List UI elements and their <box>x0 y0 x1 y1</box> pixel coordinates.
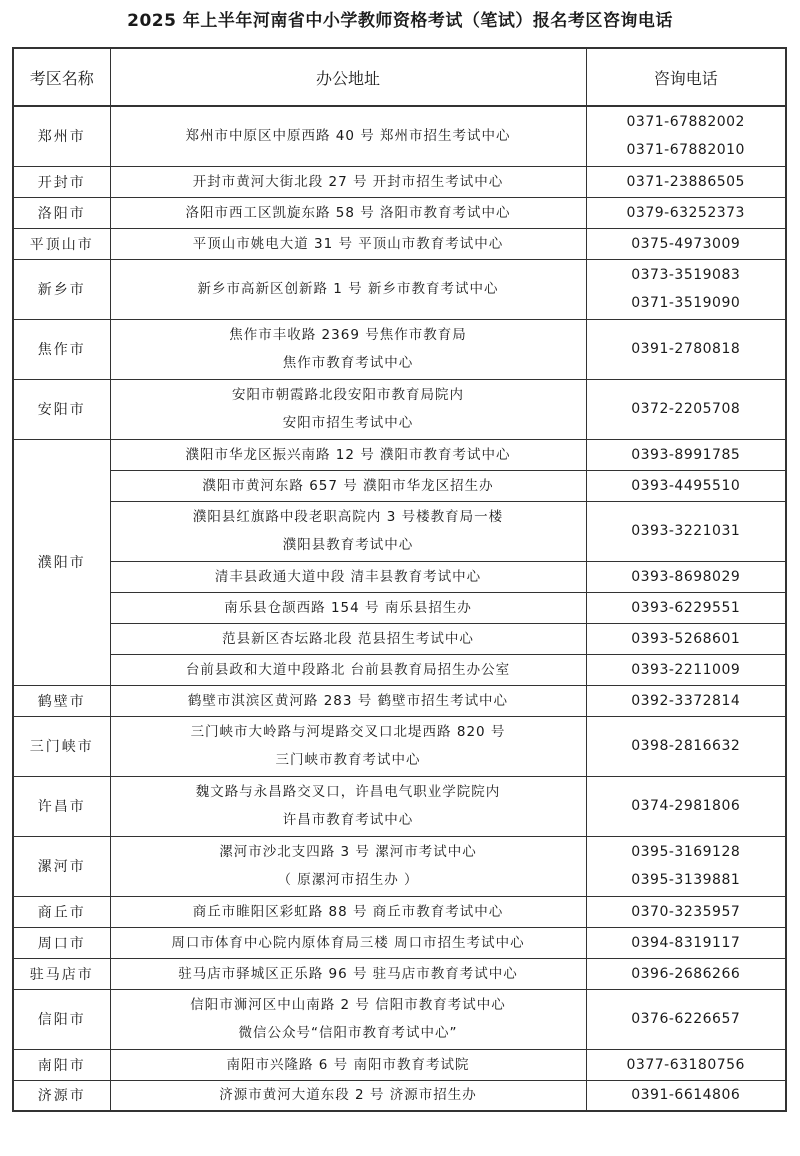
table-row <box>13 716 786 776</box>
district-name-cell: 商丘市 <box>13 896 110 927</box>
district-name-cell: 鹤壁市 <box>13 685 110 716</box>
table-row <box>13 958 786 989</box>
district-name-cell: 新乡市 <box>13 259 110 319</box>
district-name-cell: 许昌市 <box>13 776 110 836</box>
table-row <box>13 561 786 592</box>
table-row <box>13 623 786 654</box>
table-row <box>13 319 786 379</box>
phone-cell <box>586 776 786 836</box>
phone-cell <box>586 561 786 592</box>
address-line: 范县新区杏坛路北段 范县招生考试中心 <box>222 630 474 647</box>
address-line: 鹤壁市淇滨区黄河路 283 号 鹤壁市招生考试中心 <box>187 692 509 709</box>
office-address-cell <box>110 989 586 1049</box>
address-line: 济源市黄河大道东段 2 号 济源市招生办 <box>219 1087 477 1104</box>
header-phone: 咨询电话 <box>586 48 786 106</box>
address-line: 濮阳市华龙区振兴南路 12 号 濮阳市教育考试中心 <box>185 446 511 463</box>
table-row <box>13 776 786 836</box>
address-line: 郑州市中原区中原西路 40 号 郑州市招生考试中心 <box>185 128 511 145</box>
phone-cell <box>586 228 786 259</box>
phone-number: 0393-6229551 <box>631 599 741 616</box>
phone-number: 0371-67882002 <box>626 114 745 131</box>
table-row <box>13 836 786 896</box>
phone-number: 0395-3169128 <box>631 844 741 860</box>
office-address-cell <box>110 927 586 958</box>
address-line: 平顶山市姚电大道 31 号 平顶山市教育考试中心 <box>192 235 504 252</box>
phone-cell <box>586 654 786 685</box>
address-line: 新乡市高新区创新路 1 号 新乡市教育考试中心 <box>197 281 499 297</box>
office-address-cell <box>110 228 586 259</box>
table-row <box>13 470 786 501</box>
phone-cell <box>586 989 786 1049</box>
table-row <box>13 1049 786 1080</box>
phone-number: 0393-2211009 <box>631 661 741 678</box>
office-address-cell <box>110 592 586 623</box>
office-address-cell <box>110 685 586 716</box>
phone-number: 0376-6226657 <box>631 1011 741 1027</box>
phone-number: 0393-3221031 <box>631 523 741 539</box>
phone-cell <box>586 439 786 470</box>
address-line: 台前县政和大道中段路北 台前县教育局招生办公室 <box>185 661 511 678</box>
phone-number: 0370-3235957 <box>631 903 741 920</box>
office-address-cell <box>110 623 586 654</box>
phone-cell <box>586 501 786 561</box>
address-line: 濮阳县红旗路中段老职高院内 3 号楼教育局一楼 <box>192 509 504 525</box>
phone-cell <box>586 896 786 927</box>
table-row <box>13 228 786 259</box>
office-address-cell <box>110 561 586 592</box>
district-name-cell: 濮阳市 <box>13 439 110 685</box>
district-name-cell: 洛阳市 <box>13 197 110 228</box>
phone-number: 0377-63180756 <box>626 1056 745 1073</box>
phone-number: 0373-3519083 <box>631 267 741 283</box>
address-line: 洛阳市西工区凯旋东路 58 号 洛阳市教育考试中心 <box>185 204 511 221</box>
phone-cell <box>586 106 786 166</box>
phone-number: 0398-2816632 <box>631 738 741 754</box>
phone-number: 0395-3139881 <box>631 872 741 888</box>
table-row <box>13 166 786 197</box>
table-row <box>13 379 786 439</box>
address-line: 濮阳县教育考试中心 <box>282 537 414 553</box>
phone-cell <box>586 379 786 439</box>
address-line: 微信公众号“信阳市教育考试中心” <box>238 1025 458 1041</box>
phone-cell <box>586 592 786 623</box>
phone-number: 0374-2981806 <box>631 798 741 814</box>
address-line: 清丰县政通大道中段 清丰县教育考试中心 <box>214 568 482 585</box>
office-address-cell <box>110 896 586 927</box>
table-row <box>13 989 786 1049</box>
table-row <box>13 197 786 228</box>
table-row <box>13 685 786 716</box>
address-line: 漯河市沙北支四路 3 号 漯河市考试中心 <box>219 844 477 860</box>
office-address-cell <box>110 439 586 470</box>
phone-cell <box>586 836 786 896</box>
phone-number: 0393-5268601 <box>631 630 741 647</box>
address-line: 南乐县仓颉西路 154 号 南乐县招生办 <box>224 599 472 616</box>
header-row <box>13 48 786 106</box>
phone-number: 0394-8319117 <box>631 934 741 951</box>
district-name-cell: 三门峡市 <box>13 716 110 776</box>
office-address-cell <box>110 470 586 501</box>
address-line: 许昌市教育考试中心 <box>282 812 414 828</box>
address-line: 安阳市朝霞路北段安阳市教育局院内 <box>232 387 464 403</box>
phone-cell <box>586 685 786 716</box>
district-name-cell: 周口市 <box>13 927 110 958</box>
contact-table <box>12 47 787 1112</box>
office-address-cell <box>110 319 586 379</box>
phone-number: 0372-2205708 <box>631 401 741 417</box>
phone-cell <box>586 470 786 501</box>
district-name-cell: 郑州市 <box>13 106 110 166</box>
office-address-cell <box>110 501 586 561</box>
table-row <box>13 654 786 685</box>
address-line: 濮阳市黄河东路 657 号 濮阳市华龙区招生办 <box>202 477 494 494</box>
office-address-cell <box>110 1049 586 1080</box>
office-address-cell <box>110 958 586 989</box>
phone-cell <box>586 927 786 958</box>
address-line: 安阳市招生考试中心 <box>282 415 414 431</box>
phone-cell <box>586 197 786 228</box>
office-address-cell <box>110 259 586 319</box>
address-line: 焦作市丰收路 2369 号焦作市教育局 <box>229 327 467 343</box>
phone-cell <box>586 623 786 654</box>
phone-number: 0371-23886505 <box>626 173 745 190</box>
phone-number: 0391-6614806 <box>631 1087 741 1104</box>
table-row <box>13 259 786 319</box>
table-body <box>13 106 786 1111</box>
phone-number: 0393-8991785 <box>631 446 741 463</box>
phone-cell <box>586 166 786 197</box>
district-name-cell: 安阳市 <box>13 379 110 439</box>
address-line: （ 原漯河市招生办 ） <box>277 872 419 888</box>
phone-number: 0396-2686266 <box>631 965 741 982</box>
phone-number: 0393-4495510 <box>631 477 741 494</box>
phone-number: 0371-3519090 <box>631 295 741 311</box>
address-line: 三门峡市大岭路与河堤路交叉口北堤西路 820 号 <box>190 724 506 740</box>
address-line: 魏文路与永昌路交叉口，许昌电气职业学院院内 <box>195 784 501 800</box>
phone-cell <box>586 1080 786 1111</box>
district-name-cell: 济源市 <box>13 1080 110 1111</box>
header-address: 办公地址 <box>110 48 586 106</box>
address-line: 焦作市教育考试中心 <box>282 355 414 371</box>
district-name-cell: 平顶山市 <box>13 228 110 259</box>
address-line: 三门峡市教育考试中心 <box>275 752 421 768</box>
table-row <box>13 106 786 166</box>
office-address-cell <box>110 836 586 896</box>
phone-number: 0379-63252373 <box>626 204 745 221</box>
phone-cell <box>586 1049 786 1080</box>
address-line: 信阳市浉河区中山南路 2 号 信阳市教育考试中心 <box>190 997 506 1013</box>
district-name-cell: 信阳市 <box>13 989 110 1049</box>
table-row <box>13 927 786 958</box>
phone-number: 0375-4973009 <box>631 235 741 252</box>
phone-number: 0391-2780818 <box>631 341 741 357</box>
table-row <box>13 1080 786 1111</box>
address-line: 驻马店市驿城区正乐路 96 号 驻马店市教育考试中心 <box>178 965 518 982</box>
district-name-cell: 焦作市 <box>13 319 110 379</box>
district-name-cell: 驻马店市 <box>13 958 110 989</box>
address-line: 南阳市兴隆路 6 号 南阳市教育考试院 <box>226 1056 470 1073</box>
header-name: 考区名称 <box>13 48 110 106</box>
office-address-cell <box>110 716 586 776</box>
phone-cell <box>586 958 786 989</box>
office-address-cell <box>110 776 586 836</box>
district-name-cell: 南阳市 <box>13 1049 110 1080</box>
address-line: 商丘市睢阳区彩虹路 88 号 商丘市教育考试中心 <box>192 903 504 920</box>
office-address-cell <box>110 197 586 228</box>
phone-number: 0392-3372814 <box>631 692 741 709</box>
district-name-cell: 漯河市 <box>13 836 110 896</box>
phone-number: 0371-67882010 <box>626 142 745 159</box>
office-address-cell <box>110 379 586 439</box>
phone-cell <box>586 259 786 319</box>
table-row <box>13 896 786 927</box>
office-address-cell <box>110 654 586 685</box>
page-title: 2025 年上半年河南省中小学教师资格考试（笔试）报名考区咨询电话 <box>127 11 673 31</box>
district-name-cell: 开封市 <box>13 166 110 197</box>
phone-number: 0393-8698029 <box>631 568 741 585</box>
address-line: 开封市黄河大街北段 27 号 开封市招生考试中心 <box>192 173 504 190</box>
table-row <box>13 501 786 561</box>
table-row <box>13 592 786 623</box>
table-row <box>13 439 786 470</box>
address-line: 周口市体育中心院内原体育局三楼 周口市招生考试中心 <box>171 934 525 951</box>
office-address-cell <box>110 106 586 166</box>
office-address-cell <box>110 166 586 197</box>
phone-cell <box>586 319 786 379</box>
phone-cell <box>586 716 786 776</box>
office-address-cell <box>110 1080 586 1111</box>
